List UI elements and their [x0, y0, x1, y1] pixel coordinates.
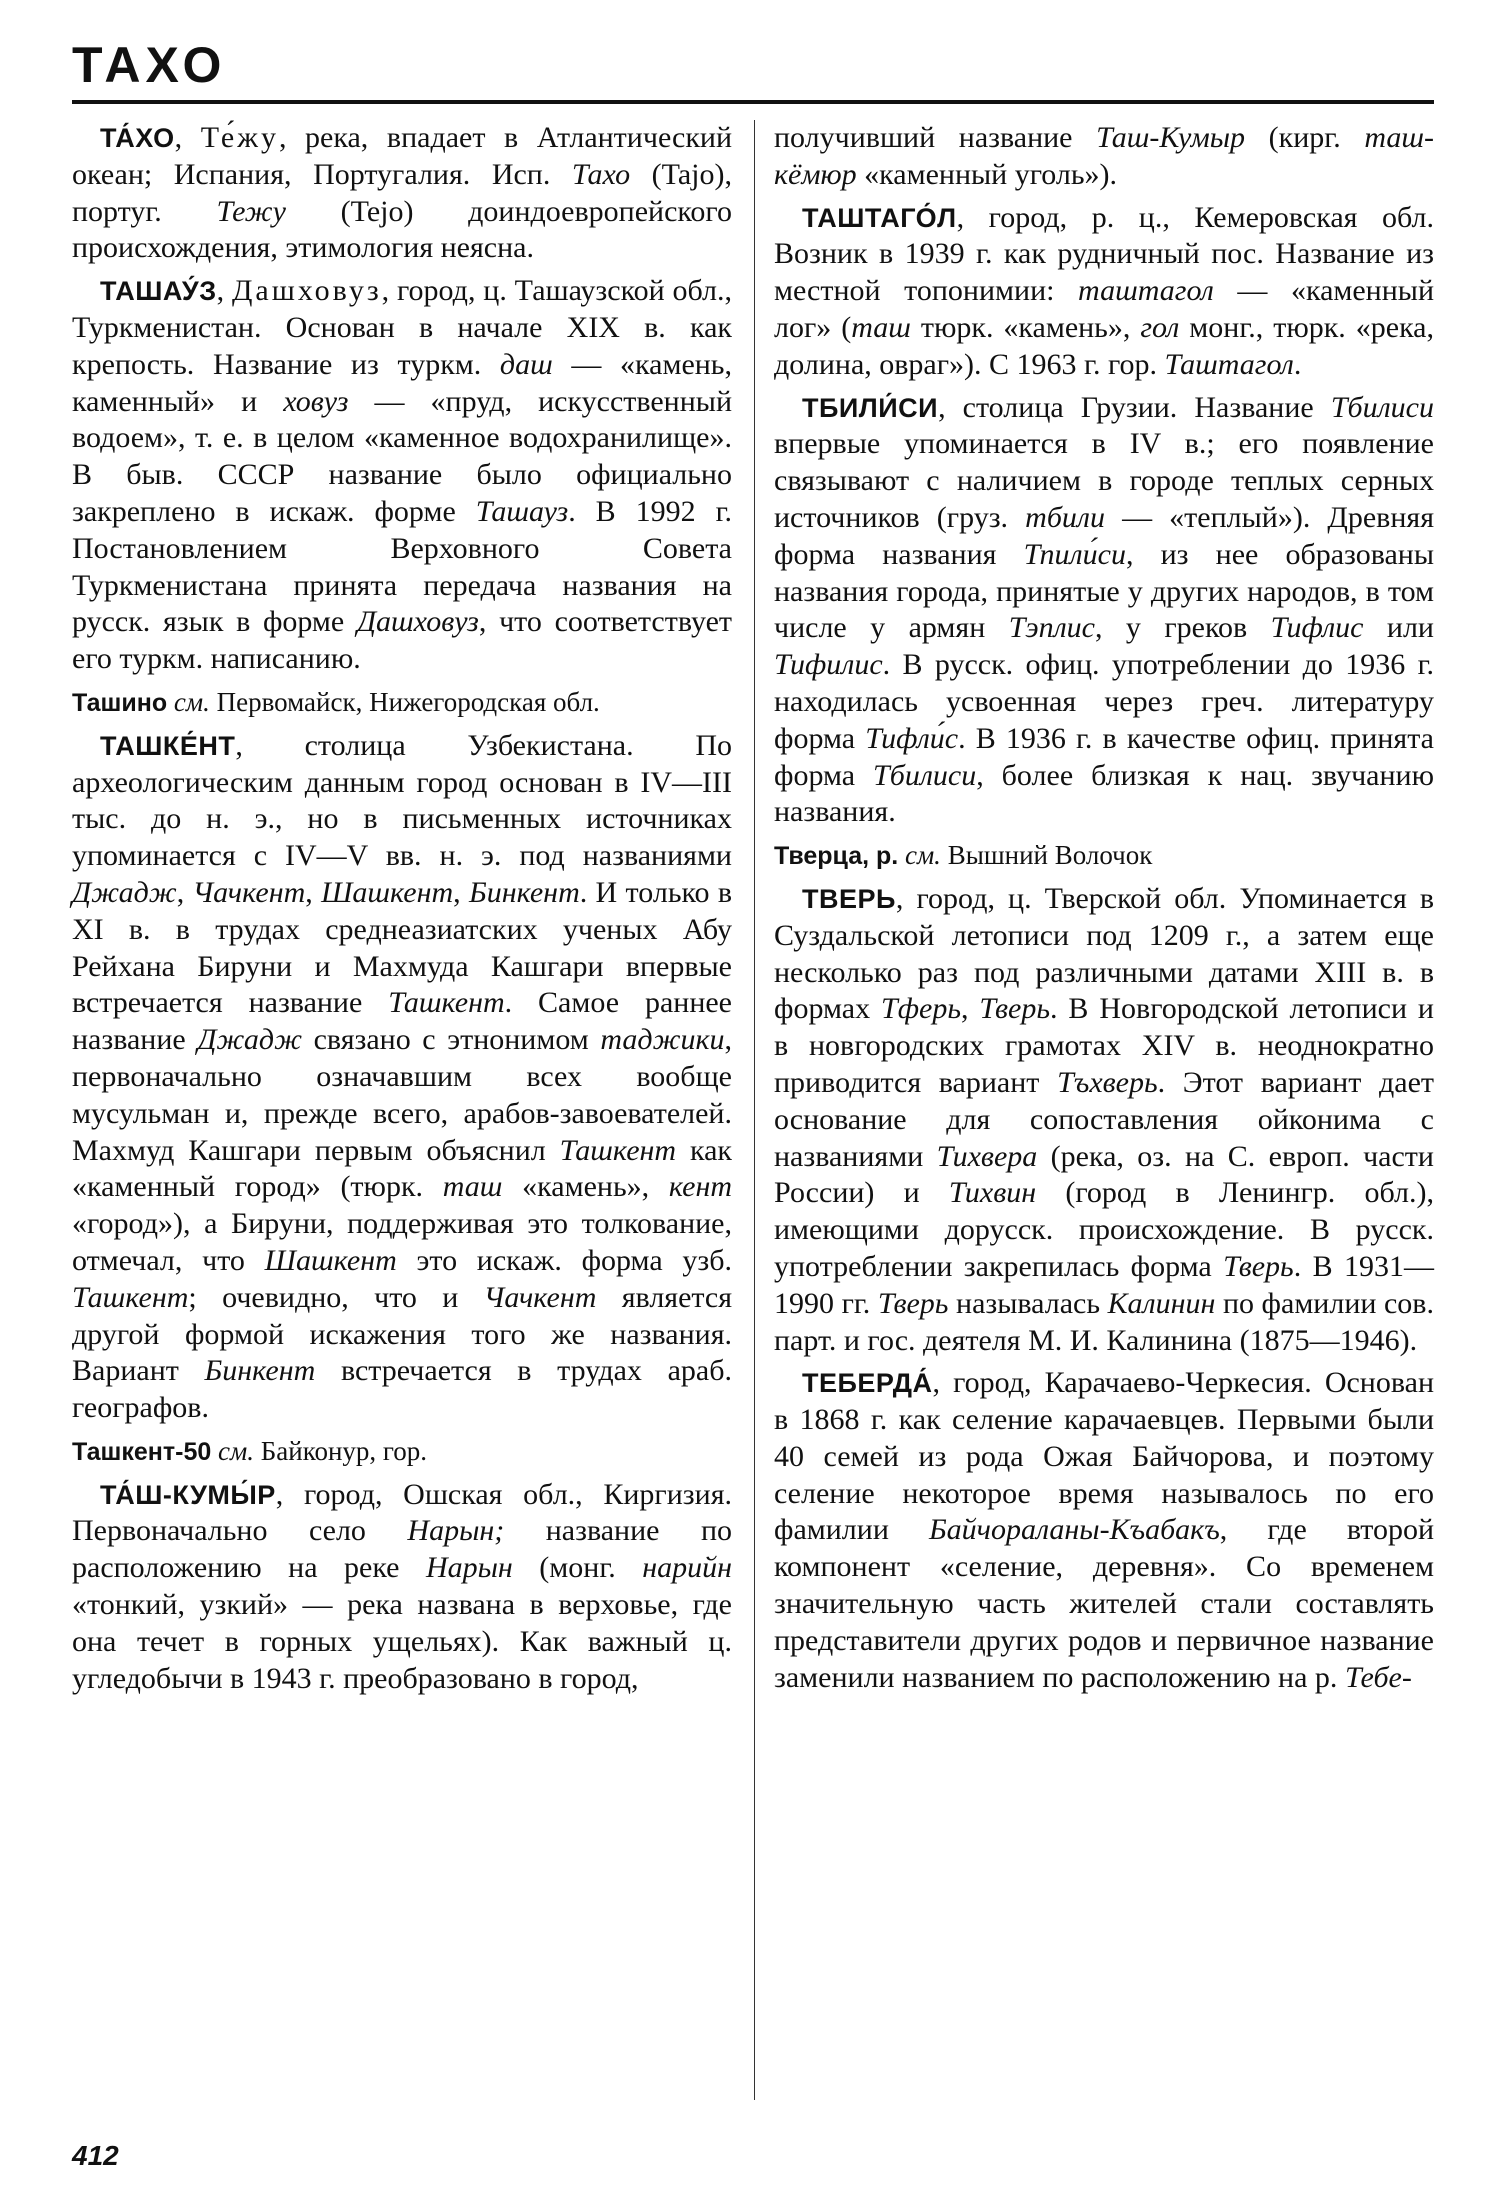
headword: Тверца, р. [774, 842, 899, 871]
headword: ТАШКЕ́НТ [100, 730, 236, 761]
headword: Ташкент-50 [72, 1437, 212, 1466]
headword: ТБИЛИ́СИ [802, 392, 939, 423]
entry-tver: ТВЕРЬ, город, ц. Тверской обл. Упоминается в Суздальской летописи под 1209 г., а затем еще несколько раз под различными датами XIII в. в формах Тферь, Тверь. В Новгородской летописи и в новгородских грамотах XIV в. неоднократно приводится вариант Тъхверь. Этот вариант дает основание для сопоставления ойконима с названиями Тихвера (река, оз. на С. европ. части России) и Тихвин (город в Ленингр. обл.), имеющими дорусск. происхождение. В русск. употреблении закрепилась форма Тверь. В 1931—1990 гг. Тверь называлась Калинин по фамилии сов. парт. и гос. деятеля М. И. Калинина (1875—1946). [774, 881, 1435, 1357]
entry-tashkent-50: Ташкент-50 см. Байконур, гор. [72, 1435, 428, 1466]
headword: ТАШТАГО́Л [802, 202, 957, 233]
entry-tbilisi: ТБИЛИ́СИ, столица Грузии. Название Тбилиси впервые упоминается в IV в.; его появление связывают с наличием в городе теплых серных источников (груз. тбили — «теплый»). Древняя форма названия Тпили́си, из нее образованы названия города, принятые у других народов, в том числе у армян Тэплис, у греков Тифлис или Тифилис. В русск. офиц. употреблении до 1936 г. находилась усвоенная через греч. литературу форма Тифли́с. В 1936 г. в качестве офиц. принята форма Тбилиси, более близкая к нац. звучанию названия. [774, 390, 1435, 829]
entry-tash-kumyr-continued: получивший название Таш-Кумыр (кирг. таш-кёмюр «каменный уголь»). [774, 121, 1434, 191]
entry-tashtagol: ТАШТАГО́Л, город, р. ц., Кемеровская обл. Возник в 1939 г. как рудничный пос. Название из местной топонимии: таштагол — «каменный лог» (таш тюрк. «камень», гол монг., тюрк. «река, долина, овраг»). С 1963 г. гор. Таштагол. [774, 200, 1435, 381]
entry-tverca: Тверца, р. см. Вышний Волочок [774, 840, 1153, 871]
page-number: 412 [72, 2140, 119, 2171]
entry-taho: ТА́ХО, Те́жу, река, впадает в Атлантический океан; Испания, Португалия. Исп. Тахо (Tajo), португ. Тежу (Tejo) доиндоевропейского происхождения, этимология неясна. [72, 121, 733, 265]
headword: Ташино [72, 688, 168, 717]
entry-tash-kumyr: ТА́Ш-КУМЫ́Р, город, Ошская обл., Киргизия. Первоначально село Нарын; название по расположению на реке Нарын (монг. нарийн «тонкий, узкий» — река названа в верховье, где она течет в горных ущельях). Как важный ц. угледобычи в 1943 г. преобразовано в город, [72, 1477, 733, 1695]
running-head: ТАХО [72, 37, 227, 93]
headword: ТАШАУ́З [100, 276, 217, 307]
headword: ТВЕРЬ [802, 883, 896, 914]
column-divider [754, 120, 755, 2100]
header-rule [72, 100, 1434, 104]
entry-tashauz: ТАШАУ́З, Дашховуз, город, ц. Ташаузской обл., Туркменистан. Основан в начале XIX в. как крепость. Название из туркм. даш — «камень, каменный» и ховуз — «пруд, искусственный водоем», т. е. в целом «каменное водохранилище». В быв. СССР название было официально закреплено в искаж. форме Ташауз. В 1992 г. Постановлением Верховного Совета Туркменистана принята передача названия на русск. язык в форме Дашховуз, что соответствует его туркм. написанию. [72, 274, 733, 676]
entry-tashkent: ТАШКЕ́НТ, столица Узбекистана. По археологическим данным город основан в IV—III тыс. до н. э., но в письменных источниках упоминается с IV—V вв. н. э. под названиями Джадж, Чачкент, Шашкент, Бинкент. И только в XI в. в трудах среднеазиатских ученых Абу Рейхана Бируни и Махмуда Кашгари впервые встречается название Ташкент. Самое раннее название Джадж связано с этнонимом таджики, первоначально означавшим всех вообще мусульман и, прежде всего, арабов-завоевателей. Махмуд Кашгари первым объяснил Ташкент как «каменный город» (тюрк. таш «камень», кент «город»), а Бируни, поддерживая это толкование, отмечал, что Шашкент это искаж. форма узб. Ташкент; очевидно, что и Чачкент является другой формой искажения того же названия. Вариант Бинкент встречается в трудах араб. географов. [72, 728, 733, 1425]
headword: ТЕБЕРДА́ [802, 1368, 933, 1399]
left-column [72, 120, 732, 1703]
headword: ТА́Ш-КУМЫ́Р [100, 1479, 276, 1510]
right-column [774, 120, 1434, 1702]
entry-tashino: Ташино см. Первомайск, Нижегородская обл. [72, 686, 600, 717]
entry-teberda: ТЕБЕРДА́, город, Карачаево-Черкесия. Основан в 1868 г. как селение карачаевцев. Первыми были 40 семей из рода Ожая Байчорова, и поэтому селение некоторое время называлось по его фамилии Байчораланы-Къабакъ, где второй компонент «селение, деревня». Со временем значительную часть жителей стали составлять представители других родов и первичное название заменили названием по расположению на р. Тебе- [774, 1366, 1435, 1694]
headword: ТА́ХО [100, 123, 175, 153]
